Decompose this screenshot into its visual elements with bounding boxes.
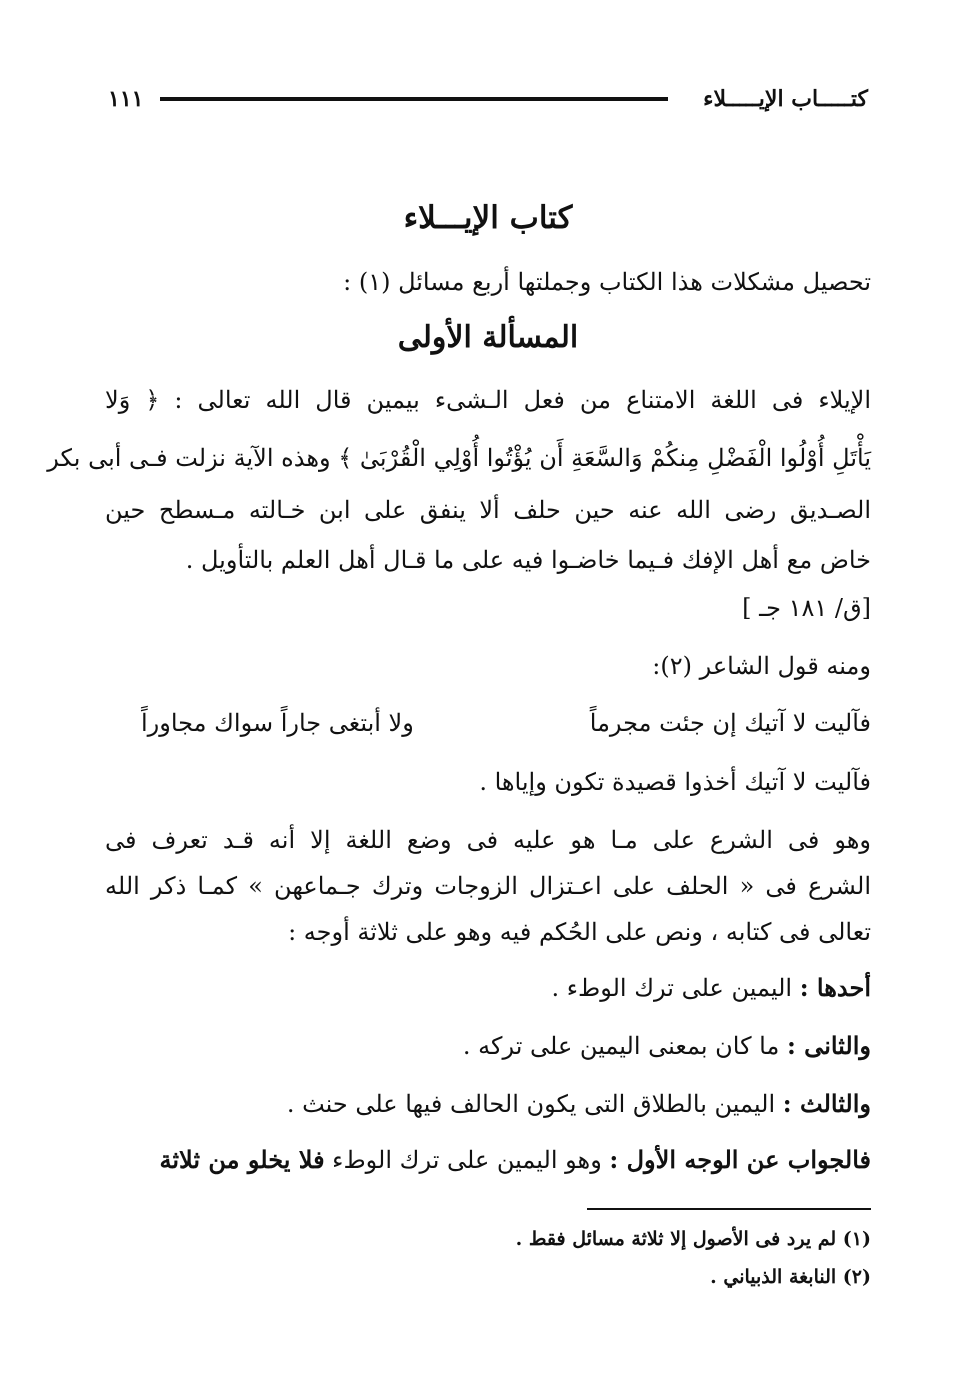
answer-tail: فلا يخلو من ثلاثة (159, 1145, 325, 1174)
paragraph1-line: يَأْتَلِ أُوْلُوا الْفَضْلِ مِنكُمْ وَالسَّعَةِ أَن يُؤْتُوا أُوْلِي الْقُرْبَىٰ ﴾ وهذه الآية نزلت فـى أبى بكر (47, 444, 871, 472)
footnote-rule (587, 1208, 871, 1210)
aspect-label: أحدها : (799, 973, 871, 1002)
paragraph1-line: خاض مع أهل الإفك فـيما خاضـوا فيه على ما قـال أهل العلم بالتأويل . (185, 546, 871, 574)
paragraph1-line: الصـديق رضى الله عنه حين حلف ألا ينفق على ابن خـالته مـسطح حين (105, 496, 871, 524)
aspect-text: ما كان بمعنى اليمين على تركه . (462, 1032, 787, 1060)
verse-line-2: فآليت لا آتيك أخذوا قصيدة تكون وإياها . (479, 768, 871, 796)
paragraph2-text: تعالى فى كتابه ، ونص على الحُكم فيه وهو على ثلاثة أوجه : (288, 918, 871, 946)
verse-first-hemistich: فآليت لا آتيك إن جئت مجرماً (589, 709, 871, 737)
manuscript-reference: [ق/ ١٨١ جـ ] (742, 594, 871, 622)
aspect-label: والثانى : (786, 1031, 871, 1060)
aspect-item (105, 1026, 871, 1066)
paragraph2-line: وهو فى الشرع على مـا هو عليه فى وضع اللغة إلا أنه قـد تعرف فى (105, 826, 871, 854)
running-title: كتـــــاب الإيـــــلاء (703, 86, 868, 112)
verse-line (141, 703, 871, 743)
paragraph2-line: الشرع فى « الحلف على اعـتزال الزوجات وترك جـماعهن » كمـا ذكر الله (105, 872, 871, 900)
paragraph1-line: الإيلاء فى اللغة الامتناع من فعل الـشىء بيمين قال الله تعالى : ﴿ وَلا (105, 386, 871, 414)
issue-heading: المسألة الأولى (397, 320, 579, 355)
book-title: كتاب الإيـــلاء (403, 200, 573, 236)
page-number: ١١١ (108, 86, 144, 112)
aspect-item (105, 968, 871, 1008)
answer-line (105, 1140, 871, 1180)
page-header (108, 84, 868, 114)
aspect-text: اليمين على ترك الوطء . (551, 974, 800, 1002)
aspect-text: اليمين بالطلاق التى يكون الحالف فيها على حنث . (286, 1090, 783, 1118)
aspect-item (105, 1084, 871, 1124)
intro-line: تحصيل مشكلات هذا الكتاب وجملتها أربع مسائل (١) : (343, 268, 871, 296)
paragraph2-line (105, 912, 871, 952)
verse-second-hemistich: ولا أبتغى جاراً سواك مجاوراً (141, 709, 414, 737)
footnote: (٢) النابغة الذبياني . (710, 1266, 871, 1288)
answer-text: وهو اليمين على ترك الوطء (324, 1146, 610, 1174)
answer-label: فالجواب عن الوجه الأول : (609, 1145, 871, 1174)
footnote: (١) لم يرد فى الأصول إلا ثلاثة مسائل فقط . (515, 1228, 871, 1250)
header-rule (160, 97, 668, 101)
aspect-label: والثالث : (782, 1089, 871, 1118)
poet-intro: ومنه قول الشاعر (٢): (652, 652, 871, 680)
